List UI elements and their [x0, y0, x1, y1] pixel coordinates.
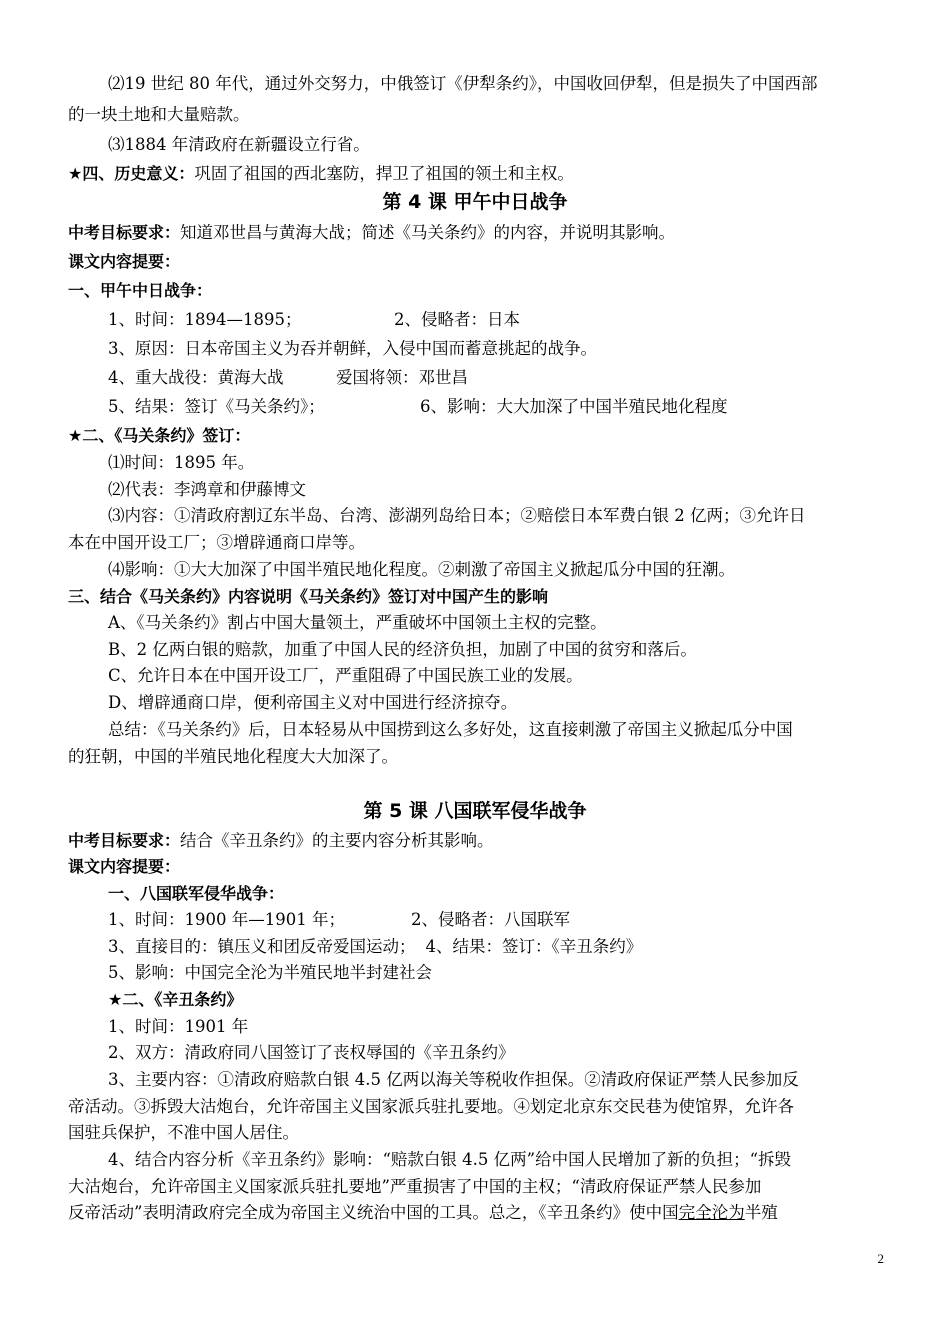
lesson4-cause: 3、原因：日本帝国主义为吞并朝鲜，入侵中国而蓄意挑起的战争。 — [108, 339, 597, 358]
lesson5-aggressor: 2、侵略者：八国联军 — [411, 910, 570, 929]
lesson4-section1-heading: 一、甲午中日战争： — [68, 281, 213, 300]
xinchou-analysis-3-end: 半殖 — [744, 1203, 778, 1222]
xinchou-analysis-1: 4、结合内容分析《辛丑条约》影响：“赔款白银 4.5 亿两”给中国人民增加了新的负担；“拆毁 — [108, 1150, 792, 1169]
lesson4-time: 1、时间：1894—1895； — [108, 310, 302, 329]
summary-1: 总结：《马关条约》后，日本轻易从中国捞到这么多好处，这直接刺激了帝国主义掀起瓜分中国 — [108, 720, 793, 739]
lesson5-goal-result — [108, 936, 890, 958]
paragraph-ili-treaty-1: ⑵19 世纪 80 年代，通过外交努力，中俄签订《伊犁条约》，中国收回伊犁，但是损失了中国西部 — [108, 74, 818, 93]
xinchou-parties: 2、双方：清政府同八国签订了丧权辱国的《辛丑条约》 — [108, 1043, 515, 1062]
lesson4-goal-text: 知道邓世昌与黄海大战；简述《马关条约》的内容，并说明其影响。 — [180, 223, 676, 242]
lesson4-result-impact — [108, 396, 890, 418]
shimonoseki-impact: ⑷影响：①大大加深了中国半殖民地化程度。②刺激了帝国主义掀起瓜分中国的狂潮。 — [108, 560, 735, 579]
lesson4-battle: 4、重大战役：黄海大战 — [108, 368, 284, 387]
lesson4-result: 5、结果：签订《马关条约》； — [108, 397, 325, 416]
impact-a: A、《马关条约》割占中国大量领土，严重破坏中国领土主权的完整。 — [108, 613, 607, 632]
impact-d: D、增辟通商口岸，便利帝国主义对中国进行经济掠夺。 — [108, 693, 518, 712]
xinchou-content-3: 国驻兵保护，不准中国人居住。 — [68, 1123, 299, 1142]
xinchou-analysis-2: 大沽炮台，允许帝国主义国家派兵驻扎要地”严重损害了中国的主权；“清政府保证严禁人民参加 — [68, 1177, 762, 1196]
historical-significance — [68, 163, 890, 185]
lesson5-section2-heading: ★二、《辛丑条约》 — [108, 990, 243, 1009]
paragraph-ili-treaty-2: 的一块土地和大量赔款。 — [68, 105, 250, 124]
impact-c: C、允许日本在中国开设工厂，严重阻碍了中国民族工业的发展。 — [108, 666, 583, 685]
lesson5-impact: 5、影响：中国完全沦为半殖民地半封建社会 — [108, 963, 432, 982]
page-number: 2 — [877, 1251, 884, 1266]
xinchou-analysis-3-text: 反帝活动”表明清政府完全成为帝国主义统治中国的工具。总之，《辛丑条约》使中国 — [68, 1203, 679, 1222]
lesson5-title: 第 5 课 八国联军侵华战争 — [363, 800, 587, 822]
lesson4-time-aggressor — [108, 309, 890, 331]
xinchou-time: 1、时间：1901 年 — [108, 1017, 249, 1036]
lesson5-goal-label: 中考目标要求： — [68, 831, 181, 850]
xinchou-analysis-3-underlined: 完全沦为 — [678, 1203, 745, 1222]
summary-2: 的狂朝，中国的半殖民地化程度大大加深了。 — [68, 747, 398, 766]
lesson4-section3-heading: 三、结合《马关条约》内容说明《马关条约》签订对中国产生的影响 — [68, 587, 549, 606]
lesson4-title: 第 4 课 甲午中日战争 — [382, 191, 568, 213]
lesson5-time: 1、时间：1900 年—1901 年； — [108, 910, 345, 929]
lesson5-goal-text: 结合《辛丑条约》的主要内容分析其影响。 — [180, 831, 494, 850]
shimonoseki-content-2: 本在中国开设工厂；③增辟通商口岸等。 — [68, 533, 365, 552]
lesson5-time-aggressor — [108, 909, 890, 931]
lesson5-result: 4、结果：签订：《辛丑条约》 — [425, 937, 643, 956]
lesson4-battle-general — [108, 367, 890, 389]
lesson4-aggressor: 2、侵略者：日本 — [394, 310, 520, 329]
impact-b: B、2 亿两白银的赔款，加重了中国人民的经济负担，加剧了中国的贫穷和落后。 — [108, 640, 697, 659]
shimonoseki-content-1: ⑶内容：①清政府割辽东半岛、台湾、澎湖列岛给日本；②赔偿日本军费白银 2 亿两；③允许日 — [108, 506, 806, 525]
lesson4-goal — [68, 222, 890, 244]
historical-significance-text: 巩固了祖国的西北塞防，捍卫了祖国的领土和主权。 — [194, 164, 574, 183]
xinchou-analysis-3 — [68, 1202, 890, 1224]
lesson5-section1-heading: 一、八国联军侵华战争： — [108, 884, 285, 903]
lesson4-impact: 6、影响：大大加深了中国半殖民地化程度 — [420, 397, 728, 416]
lesson5-direct-goal: 3、直接目的：镇压义和团反帝爱国运动； — [108, 937, 416, 956]
shimonoseki-representatives: ⑵代表：李鸿章和伊藤博文 — [108, 480, 306, 499]
xinchou-content-2: 帝活动。③拆毁大沽炮台，允许帝国主义国家派兵驻扎要地。④划定北京东交民巷为使馆界，允许各 — [68, 1097, 794, 1116]
lesson4-goal-label: 中考目标要求： — [68, 223, 181, 242]
shimonoseki-time: ⑴时间：1895 年。 — [108, 453, 255, 472]
lesson5-outline-label: 课文内容提要： — [68, 857, 181, 876]
lesson4-outline-label: 课文内容提要： — [68, 252, 181, 271]
lesson4-section2-heading: ★二、《马关条约》签订： — [68, 426, 251, 445]
lesson4-general: 爱国将领：邓世昌 — [336, 368, 468, 387]
paragraph-xinjiang-province: ⑶1884 年清政府在新疆设立行省。 — [108, 135, 370, 154]
lesson5-goal — [68, 830, 890, 852]
historical-significance-label: ★四、历史意义： — [68, 164, 195, 183]
xinchou-content-1: 3、主要内容：①清政府赔款白银 4.5 亿两以海关等税收作担保。②清政府保证严禁人民参加反 — [108, 1070, 799, 1089]
